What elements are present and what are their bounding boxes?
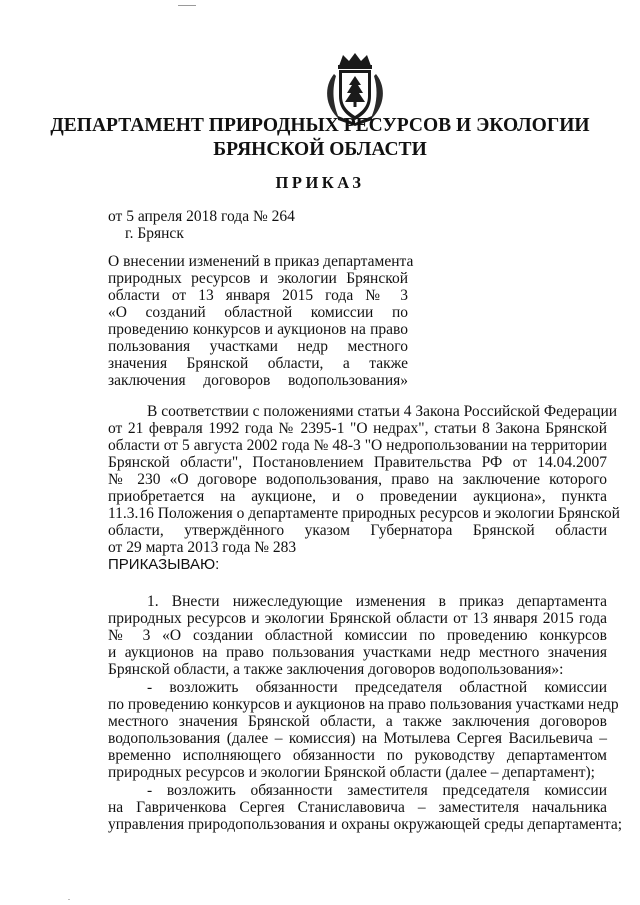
- preamble-line: № 230 «О договоре водопользования, право на заключение которого: [108, 471, 607, 488]
- subject-line: заключения договоров водопользования»: [108, 372, 408, 389]
- document-city: г. Брянск: [125, 225, 184, 242]
- region-title: БРЯНСКОЙ ОБЛАСТИ: [213, 139, 427, 160]
- item1-line: № 3 «О создании областной комиссии по проведению конкурсов: [108, 627, 607, 644]
- bullet1-line: временно исполняющего обязанности по руководству департаментом: [108, 747, 607, 764]
- preamble-line: В соответствии с положениями статьи 4 Закона Российской Федерации: [147, 403, 618, 420]
- bullet1-line: водопользования (далее – комиссия) на Мотылева Сергея Васильевича –: [108, 730, 607, 747]
- bullet2-line: на Гавриченкова Сергея Станиславовича – заместителя начальника: [108, 799, 607, 816]
- department-title: ДЕПАРТАМЕНТ ПРИРОДНЫХ РЕСУРСОВ И ЭКОЛОГИИ: [50, 115, 590, 136]
- preamble-line: приобретается на аукционе, и о проведении аукциона», пункта: [108, 488, 607, 505]
- bullet1-line: - возложить обязанности председателя областной комиссии: [147, 679, 607, 696]
- subject-line: проведению конкурсов и аукционов на право: [108, 321, 408, 338]
- bullet1-line: по проведению конкурсов и аукционов на право пользования участками недр: [108, 696, 619, 713]
- bullet2-line: управления природопользования и охраны окружающей среды департамента;: [108, 816, 623, 833]
- preamble-line: от 21 февраля 1992 года № 2395-1 "О недрах", статьи 8 Закона Брянской: [108, 420, 607, 437]
- bullet1-line: природных ресурсов и экологии Брянской области (далее – департамент);: [108, 764, 595, 781]
- bullet1-line: местного значения Брянской области, а также заключения договоров: [108, 713, 607, 730]
- subject-line: О внесении изменений в приказ департамента: [108, 253, 414, 270]
- item1-line: 1. Внести нижеследующие изменения в приказ департамента: [147, 593, 607, 610]
- item1-line: Брянской области, а также заключения договоров водопользования»:: [108, 661, 564, 678]
- item1-line: природных ресурсов и экологии Брянской области от 13 января 2015 года: [108, 610, 607, 627]
- preamble-line: Брянской области", Постановлением Правительства РФ от 14.04.2007: [108, 454, 607, 471]
- subject-line: области от 13 января 2015 года № 3: [108, 287, 408, 304]
- subject-line: природных ресурсов и экологии Брянской: [108, 270, 408, 287]
- document-date: от 5 апреля 2018 года № 264: [108, 208, 295, 225]
- preamble-line: области от 5 августа 2002 года № 48-3 "О недропользовании на территории: [108, 437, 607, 454]
- document-type-title: ПРИКАЗ: [275, 173, 365, 192]
- subject-line: пользования участками недр местного: [108, 338, 408, 355]
- preamble-line: от 29 марта 2013 года № 283: [108, 539, 297, 556]
- preamble-line: области, утверждённого указом Губернатора Брянской области: [108, 522, 607, 539]
- bullet2-line: - возложить обязанности заместителя председателя комиссии: [147, 782, 607, 799]
- subject-line: «О созданий областной комиссии по: [108, 304, 408, 321]
- scan-mark: [178, 5, 196, 6]
- preamble-line: 11.3.16 Положения о департаменте природных ресурсов и экологии Брянской: [108, 505, 620, 522]
- subject-line: значения Брянской области, а также: [108, 355, 408, 372]
- item1-line: и аукционов на право пользования участками недр местного значения: [108, 644, 607, 661]
- scan-speck: [68, 899, 70, 900]
- order-word: ПРИКАЗЫВАЮ:: [108, 556, 220, 573]
